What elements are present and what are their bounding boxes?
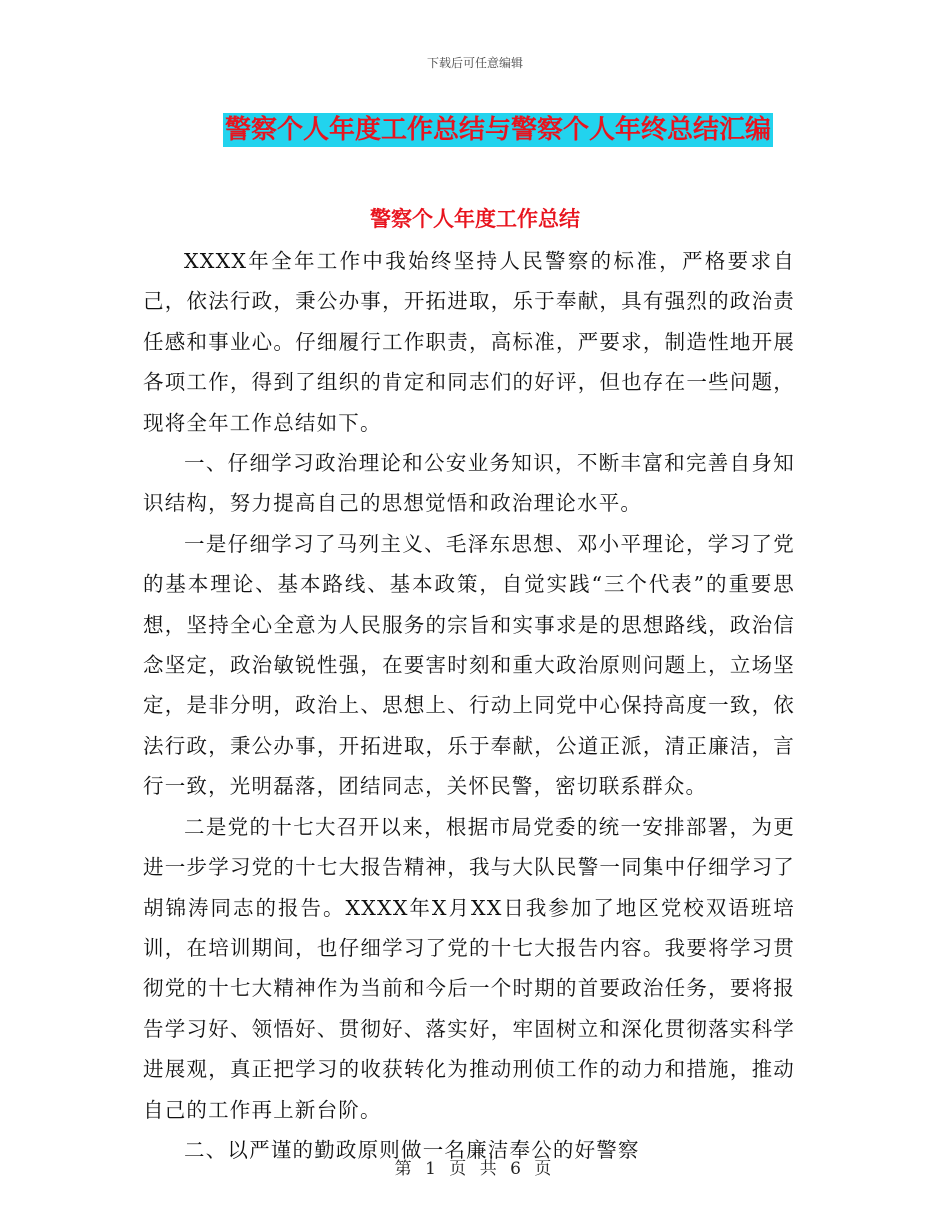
main-title: 警察个人年度工作总结与警察个人年终总结汇编	[224, 115, 771, 145]
header-note: 下载后可任意编辑	[426, 56, 523, 70]
paragraph-heading-two: 二、以严谨的勤政原则做一名廉洁奉公的好警察	[184, 1137, 640, 1162]
paragraph-heading-one: 一、仔细学习政治理论和公安业务知识，不断丰富和完善自身知识结构，努力提高自己的思想觉悟和政治理论水平。	[143, 451, 795, 516]
paragraph-point-one: 一是仔细学习了马列主义、毛泽东思想、邓小平理论，学习了党的基本理论、基本路线、基本政策，自觉实践“三个代表”的重要思想，坚持全心全意为人民服务的宗旨和实事求是的思想路线，政治信念坚定，政治敏锐性强，在要害时刻和重大政治原则问题上，立场坚定，是非分明，政治上、思想上、行动上同党中心保持高度一致，依法行政，秉公办事，开拓进取，乐于奉献，公道正派，清正廉洁，言行一致，光明磊落，团结同志，关怀民警，密切联系群众。	[143, 531, 795, 799]
main-title-container	[0, 113, 950, 147]
section-title: 警察个人年度工作总结	[370, 207, 580, 231]
document-body	[143, 241, 795, 1170]
paragraph-intro: XXXX年全年工作中我始终坚持人民警察的标准，严格要求自己，依法行政，秉公办事，开拓进取，乐于奉献，具有强烈的政治责任感和事业心。仔细履行工作职责，高标准，严要求，制造性地开展各项工作，得到了组织的肯定和同志们的好评，但也存在一些问题，现将全年工作总结如下。	[143, 249, 795, 435]
page-number-footer: 第 1 页 共 6 页	[394, 1159, 556, 1179]
paragraph-point-two: 二是党的十七大召开以来，根据市局党委的统一安排部署，为更进一步学习党的十七大报告精神，我与大队民警一同集中仔细学习了胡锦涛同志的报告。XXXX年X月XX日我参加了地区党校双语班培训，在培训期间，也仔细学习了党的十七大报告内容。我要将学习贯彻党的十七大精神作为当前和今后一个时期的首要政治任务，要将报告学习好、领悟好、贯彻好、落实好，牢固树立和深化贯彻落实科学进展观，真正把学习的收获转化为推动刑侦工作的动力和措施，推动自己的工作再上新台阶。	[143, 814, 795, 1122]
